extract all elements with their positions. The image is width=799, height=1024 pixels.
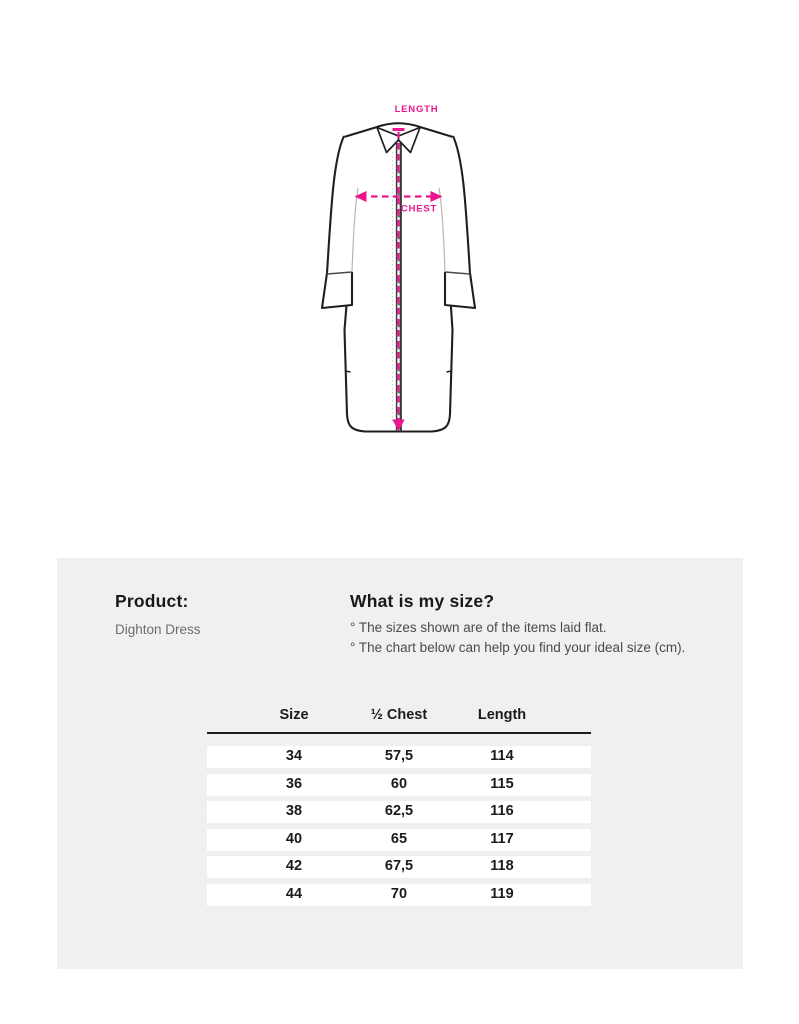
- size-notes: [350, 618, 685, 658]
- length-cell: 118: [490, 858, 514, 874]
- size-cell: 38: [285, 803, 303, 819]
- table-row: [207, 801, 591, 823]
- size-cell: 42: [285, 858, 303, 874]
- side-vent-notch-left: [345, 371, 350, 372]
- dress-illustration: [293, 90, 507, 450]
- half-chest-cell: 65: [390, 830, 408, 847]
- length-cell: 117: [490, 830, 514, 847]
- length-cell: 116: [490, 803, 514, 819]
- length-cell: 119: [490, 885, 514, 902]
- size-cell: 36: [285, 775, 303, 792]
- table-row: [207, 774, 591, 796]
- half-chest-cell: 62,5: [384, 803, 414, 819]
- column-header-size: Size: [279, 707, 309, 723]
- size-table-header: [207, 704, 591, 734]
- size-table: [207, 704, 591, 911]
- size-cell: 44: [285, 885, 303, 902]
- size-cell: 40: [285, 830, 303, 847]
- product-heading: Product:: [115, 591, 189, 611]
- length-cell: 115: [490, 775, 514, 792]
- table-row: [207, 856, 591, 878]
- size-question-heading: What is my size?: [350, 591, 495, 611]
- size-cell: 34: [285, 748, 303, 764]
- half-chest-cell: 70: [390, 885, 408, 902]
- chest-label: CHEST: [400, 203, 438, 215]
- size-table-body: [207, 746, 591, 906]
- table-row: [207, 829, 591, 851]
- product-name: Dighton Dress: [115, 622, 201, 637]
- column-header-length: Length: [477, 707, 527, 723]
- table-row: [207, 884, 591, 906]
- column-header-half-chest: ½ Chest: [370, 707, 428, 723]
- length-cell: 114: [490, 748, 514, 764]
- side-vent-notch-right: [447, 371, 452, 372]
- size-guide-panel: [57, 558, 743, 969]
- half-chest-cell: 60: [390, 775, 408, 792]
- length-label: LENGTH: [394, 104, 439, 115]
- size-note: ° The chart below can help you find your ideal size (cm).: [350, 640, 686, 655]
- half-chest-cell: 57,5: [384, 748, 414, 764]
- size-note: ° The sizes shown are of the items laid flat.: [350, 620, 607, 635]
- half-chest-cell: 67,5: [384, 858, 414, 874]
- table-row: [207, 746, 591, 768]
